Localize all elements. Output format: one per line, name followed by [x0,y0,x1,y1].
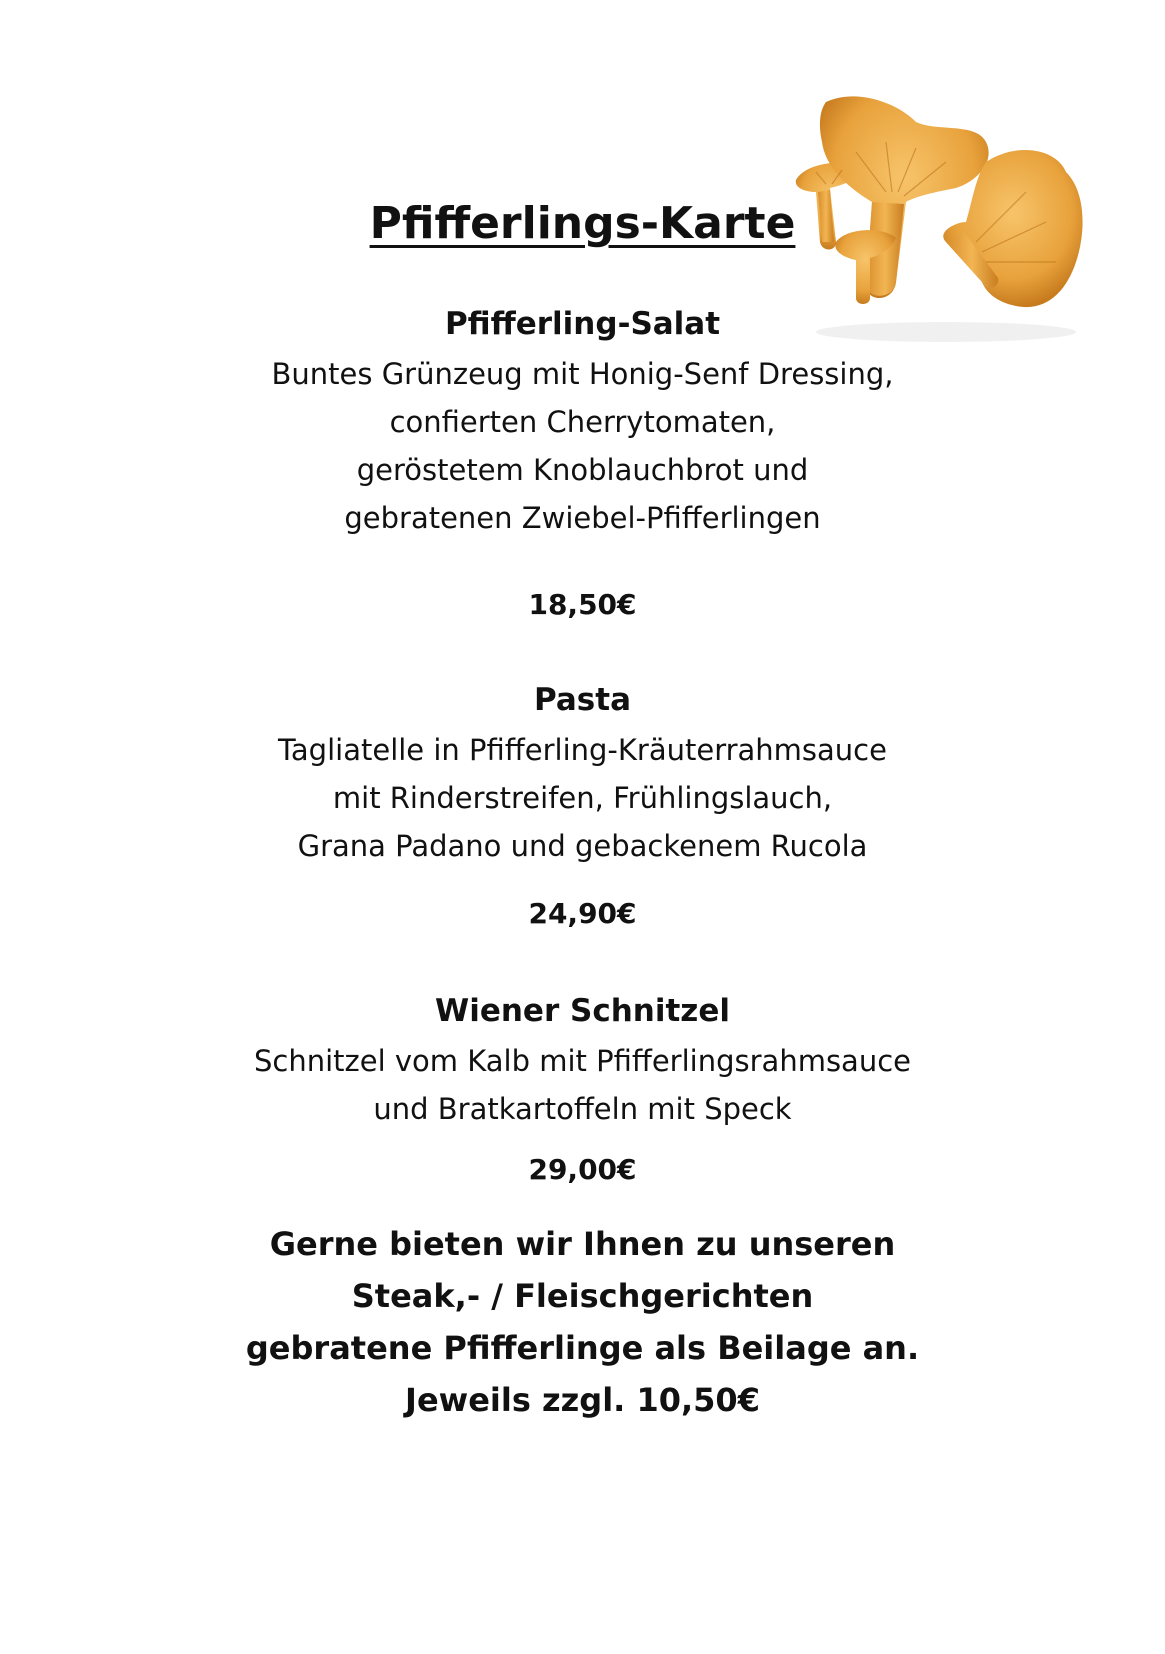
menu-title-text: Pfifferlings-Karte [369,198,796,249]
side-dish-note [0,1218,1165,1426]
dish-description-line: Schnitzel vom Kalb mit Pfifferlingsrahmsauce [254,1044,911,1078]
dish-description-line: geröstetem Knoblauchbrot und [356,453,809,487]
dish-price: 18,50€ [528,588,637,621]
dish-description [0,1037,1165,1133]
dish-description [0,726,1165,870]
note-line: gebratene Pfifferlinge als Beilage an. [245,1329,920,1367]
dish-pfifferling-salat [0,304,1165,542]
dish-name: Wiener Schnitzel [435,993,730,1029]
dish-price: 24,90€ [528,897,637,930]
dish-description-line: gebratenen Zwiebel-Pfifferlingen [344,501,821,535]
dish-name: Pasta [534,682,631,718]
dish-price: 29,00€ [528,1153,637,1186]
note-line: Gerne bieten wir Ihnen zu unseren [269,1225,896,1263]
dish-description-line: mit Rinderstreifen, Frühlingslauch, [332,781,833,815]
dish-description [0,350,1165,542]
dish-wiener-schnitzel [0,991,1165,1133]
dish-description-line: Buntes Grünzeug mit Honig-Senf Dressing, [271,357,894,391]
dish-description-line: Grana Padano und gebackenem Rucola [297,829,868,863]
dish-description-line: und Bratkartoffeln mit Speck [373,1092,792,1126]
dish-pasta [0,680,1165,870]
dish-description-line: confierten Cherrytomaten, [389,405,776,439]
dish-name: Pfifferling-Salat [444,306,721,342]
note-line: Jeweils zzgl. 10,50€ [405,1381,760,1419]
dish-description-line: Tagliatelle in Pfifferling-Kräuterrahmsauce [278,733,887,767]
note-line: Steak,- / Fleischgerichten [351,1277,814,1315]
